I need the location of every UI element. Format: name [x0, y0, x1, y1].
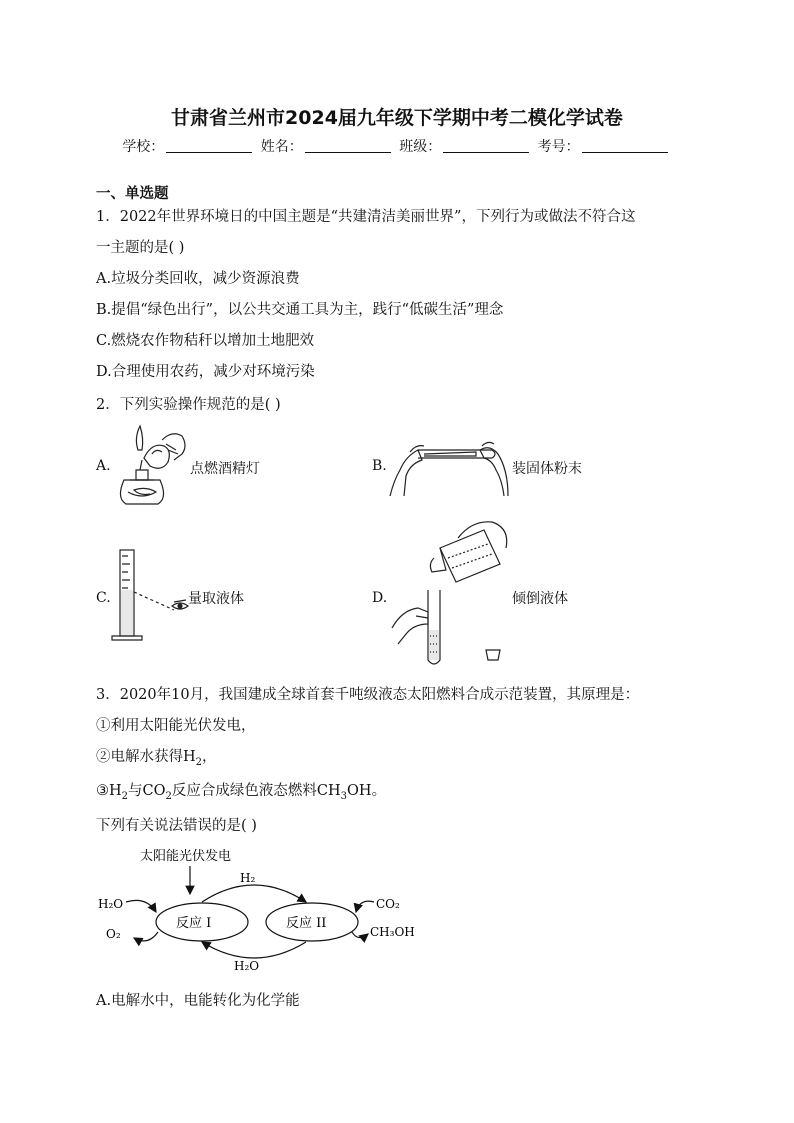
- q1-option-d: D.合理使用农药，减少对环境污染: [96, 364, 315, 380]
- diagram-h2o-bottom-label: H₂O: [234, 959, 260, 973]
- school-blank[interactable]: [166, 138, 252, 153]
- q1-option-b: B.提倡“绿色出行”，以公共交通工具为主，践行“低碳生活”理念: [96, 302, 504, 318]
- school-label: 学校：: [122, 139, 165, 155]
- q2-a-label: 点燃酒精灯: [190, 461, 260, 477]
- q2-c-label: 量取液体: [188, 591, 244, 607]
- alcohol-lamp-illustration: [106, 420, 190, 512]
- diagram-solar-label: 太阳能光伏发电: [140, 849, 232, 864]
- q2-b-letter: B.: [372, 458, 387, 474]
- section-heading: 一、单选题: [96, 186, 169, 202]
- q3-s3-co: CO: [142, 783, 166, 799]
- h2o-return-arrow: [202, 942, 306, 958]
- q2-b-label: 装固体粉末: [512, 461, 582, 477]
- number-label: 考号：: [537, 139, 580, 155]
- q3-statement-3: [96, 779, 386, 802]
- q3-s2-text: ②电解水获得: [96, 749, 183, 765]
- q3-s3-ch-sub: 3: [340, 790, 348, 802]
- q3-s3-co-sub: 2: [165, 790, 172, 802]
- q1-stem-line1: 1．2022年世界环境日的中国主题是“共建清洁美丽世界”，下列行为或做法不符合这: [96, 209, 636, 225]
- q3-s3-end: 。: [371, 783, 387, 799]
- class-blank[interactable]: [443, 138, 529, 153]
- o2-out-arrow: [134, 932, 158, 941]
- q3-ask: 下列有关说法错误的是( ): [96, 818, 257, 834]
- number-blank[interactable]: [582, 138, 668, 153]
- q3-s3-text: 反应合成绿色液态燃料: [171, 783, 317, 799]
- pouring-liquid-illustration: [388, 518, 514, 668]
- name-label: 姓名：: [260, 139, 303, 155]
- reaction-1-label: 反应 I: [176, 916, 212, 931]
- q3-stem: 3．2020年10月，我国建成全球首套千吨级液态太阳燃料合成示范装置，其原理是：: [96, 687, 640, 703]
- q3-statement-2: [96, 745, 217, 768]
- reaction-cycle-diagram: [94, 842, 434, 978]
- q3-s3-and: 与: [128, 783, 143, 799]
- q2-a-letter: A.: [96, 458, 111, 474]
- q3-s3-oh: OH: [347, 783, 372, 799]
- diagram-co2-label: CO₂: [376, 897, 400, 911]
- q3-option-a: A.电解水中，电能转化为化学能: [96, 993, 300, 1009]
- reaction-2-label: 反应 II: [286, 916, 327, 931]
- h2o-in-arrow: [126, 900, 156, 912]
- q3-s2-formula: H: [183, 749, 196, 765]
- student-info-row: [0, 136, 794, 156]
- q2-c-letter: C.: [96, 590, 111, 606]
- q3-s2-punct: ，: [202, 749, 217, 765]
- powder-loading-illustration: [384, 430, 512, 502]
- diagram-o2-label: O₂: [106, 927, 121, 941]
- class-label: 班级：: [399, 139, 442, 155]
- exam-title: 甘肃省兰州市2024届九年级下学期中考二模化学试卷: [171, 107, 623, 129]
- h2-arrow: [202, 885, 306, 902]
- q1-option-c: C.燃烧农作物秸秆以增加土地肥效: [96, 333, 315, 349]
- ch3oh-out-arrow: [352, 932, 368, 938]
- q2-d-label: 倾倒液体: [512, 591, 568, 607]
- q3-s3-num: ③: [96, 783, 109, 799]
- q1-option-a: A.垃圾分类回收，减少资源浪费: [96, 271, 300, 287]
- q3-s2-subscript: 2: [195, 756, 203, 768]
- q3-statement-1: ①利用太阳能光伏发电，: [96, 718, 256, 734]
- name-blank[interactable]: [305, 138, 391, 153]
- diagram-h2o-left-label: H₂O: [98, 897, 124, 911]
- q1-stem-line2: 一主题的是( ): [96, 240, 185, 256]
- q3-s3-h: H: [109, 783, 122, 799]
- diagram-ch3oh-label: CH₃OH: [370, 925, 415, 939]
- q2-stem: 2．下列实验操作规范的是( ): [96, 397, 281, 413]
- graduated-cylinder-illustration: [108, 546, 192, 646]
- q2-d-letter: D.: [372, 590, 388, 606]
- co2-in-arrow: [356, 901, 374, 912]
- diagram-h2-label: H₂: [240, 871, 256, 885]
- q3-s3-h-sub: 2: [121, 790, 129, 802]
- q3-s3-ch: CH: [316, 783, 341, 799]
